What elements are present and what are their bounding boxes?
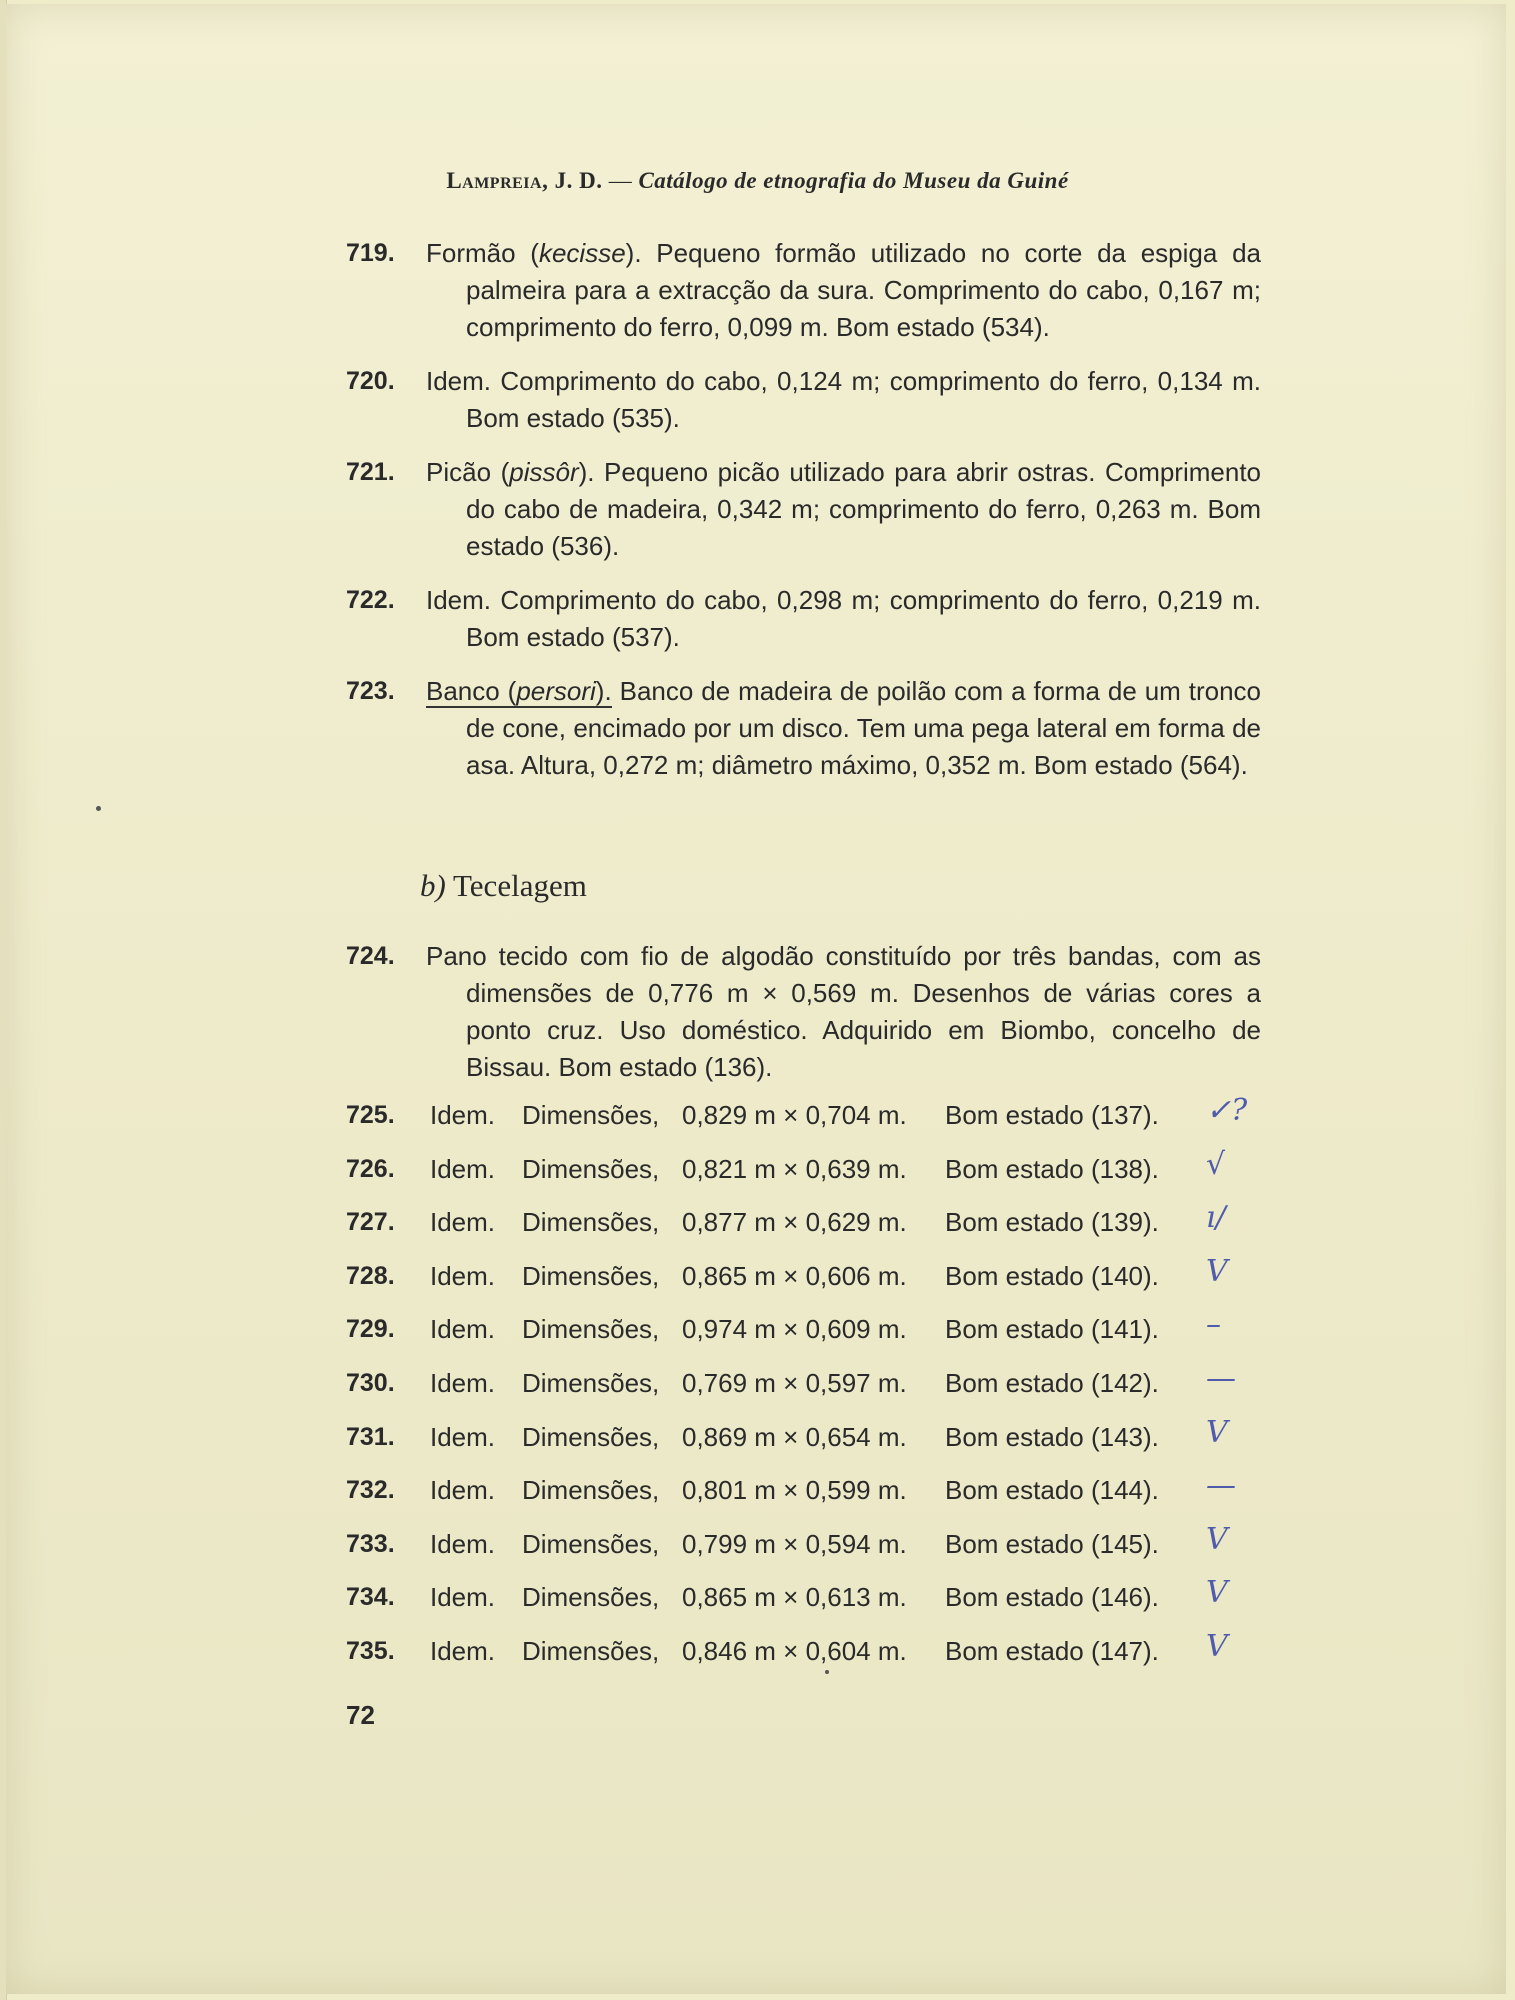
- table-row: [346, 1468, 1276, 1526]
- row-dims: 0,799 m × 0,594 m.: [682, 1528, 907, 1559]
- entry-lead: Formão: [426, 238, 516, 268]
- table-row: [346, 1521, 1276, 1580]
- row-state: Bom estado (137).: [945, 1100, 1159, 1130]
- row-idem: Idem.: [430, 1100, 496, 1130]
- entry-text: Idem. Comprimento do cabo, 0,124 m; comprimento do ferro, 0,134 m. Bom estado (535).: [426, 366, 1261, 433]
- row-label: Dimensões,: [522, 1635, 660, 1666]
- table-row: [346, 1200, 1276, 1258]
- row-label: Dimensões,: [522, 1367, 660, 1398]
- entry-text: Pequeno formão utilizado no corte da espiga da palmeira para a extracção da sura. Comprimento do cabo, 0,167 m; comprimento do ferro, 0,099 m. Bom estado (534).: [466, 238, 1261, 342]
- row-number: 731.: [346, 1422, 395, 1451]
- row-idem: Idem.: [430, 1153, 496, 1184]
- handwritten-check-mark: –: [1206, 1307, 1221, 1343]
- row-idem: Idem.: [430, 1367, 496, 1398]
- row-dims: 0,877 m × 0,629 m.: [682, 1207, 907, 1238]
- row-state: Bom estado (146).: [945, 1582, 1159, 1613]
- section-heading: [420, 868, 587, 904]
- row-state: Bom estado (140).: [945, 1260, 1159, 1291]
- section-title: Tecelagem: [453, 868, 587, 903]
- entry-list-weaving: [346, 938, 1261, 1103]
- handwritten-check-mark: √: [1206, 1146, 1226, 1182]
- entry-number: 719.: [346, 239, 395, 267]
- entry-term: persori: [516, 676, 596, 706]
- catalog-entry: [346, 235, 1261, 346]
- row-state: Bom estado (147).: [945, 1635, 1159, 1666]
- table-row: [346, 1093, 1276, 1151]
- row-state: Bom estado (139).: [945, 1207, 1159, 1238]
- table-row: [346, 1307, 1276, 1365]
- row-label: Dimensões,: [522, 1207, 660, 1238]
- row-state: Bom estado (138).: [945, 1153, 1159, 1184]
- entry-body: [426, 363, 1261, 437]
- handwritten-check-mark: V: [1206, 1521, 1228, 1557]
- entry-number: 721.: [346, 458, 395, 486]
- row-dims: 0,865 m × 0,606 m.: [682, 1260, 907, 1291]
- handwritten-check-mark: V: [1206, 1628, 1228, 1664]
- entry-body: Banco (persori). Banco de madeira de poilão com a forma de um tronco de cone, encimado por um disco. Tem uma pega lateral em forma de asa. Altura, 0,272 m; diâmetro máximo, 0,352 m. Bom estado (564).: [426, 676, 1261, 780]
- entry-body: Formão (kecisse). Pequeno formão utilizado no corte da espiga da palmeira para a extracção da sura. Comprimento do cabo, 0,167 m; comprimento do ferro, 0,099 m. Bom estado (534).: [426, 238, 1261, 342]
- table-row: [346, 1414, 1276, 1473]
- row-number: 735.: [346, 1636, 395, 1665]
- entry-term: kecisse: [538, 238, 626, 268]
- row-idem: Idem.: [430, 1421, 496, 1452]
- entry-number: 724.: [346, 942, 395, 970]
- catalog-entry: [346, 673, 1261, 784]
- row-dims: 0,801 m × 0,599 m.: [682, 1475, 907, 1506]
- row-number: 727.: [346, 1208, 395, 1237]
- entry-lead: Banco: [426, 676, 500, 706]
- handwritten-check-mark: —: [1206, 1468, 1236, 1504]
- header-separator: —: [602, 168, 639, 193]
- entry-text: Banco de madeira de poilão com a forma de um tronco de cone, encimado por um disco. Tem uma pega lateral em forma de asa. Altura, 0,272 m; diâmetro máximo, 0,352 m. Bom estado (564).: [466, 676, 1261, 780]
- row-number: 728.: [346, 1261, 395, 1290]
- row-state: Bom estado (143).: [945, 1421, 1159, 1452]
- table-row: [346, 1146, 1276, 1205]
- row-idem: Idem.: [430, 1635, 496, 1666]
- entry-term: pissôr: [509, 457, 579, 487]
- row-idem: Idem.: [430, 1314, 496, 1345]
- row-idem: Idem.: [430, 1528, 496, 1559]
- catalog-entry: [346, 454, 1261, 565]
- handwritten-check-mark: —: [1206, 1360, 1236, 1396]
- entry-list: [346, 235, 1261, 801]
- row-idem: Idem.: [430, 1207, 496, 1238]
- header-title: Catálogo de etnografia do Museu da Guiné: [638, 168, 1069, 193]
- table-row: [346, 1628, 1276, 1687]
- row-label: Dimensões,: [522, 1421, 660, 1452]
- row-dims: 0,865 m × 0,613 m.: [682, 1582, 907, 1613]
- entry-number: 723.: [346, 677, 395, 705]
- row-dims: 0,821 m × 0,639 m.: [682, 1153, 907, 1184]
- row-dims: 0,769 m × 0,597 m.: [682, 1367, 907, 1398]
- row-state: Bom estado (142).: [945, 1367, 1159, 1398]
- handwritten-check-mark: V: [1206, 1575, 1228, 1611]
- row-state: Bom estado (144).: [945, 1475, 1159, 1506]
- handwritten-check-mark: V: [1206, 1253, 1228, 1289]
- row-label: Dimensões,: [522, 1475, 660, 1506]
- row-state: Bom estado (141).: [945, 1314, 1159, 1345]
- dimension-rows: [346, 1093, 1276, 1687]
- catalog-entry: [346, 582, 1261, 656]
- row-number: 730.: [346, 1368, 395, 1397]
- row-number: 726.: [346, 1154, 395, 1183]
- row-idem: Idem.: [430, 1475, 496, 1506]
- row-label: Dimensões,: [522, 1582, 660, 1613]
- row-dims: 0,829 m × 0,704 m.: [682, 1100, 907, 1130]
- row-number: 734.: [346, 1583, 395, 1612]
- entry-body: Picão (pissôr). Pequeno picão utilizado para abrir ostras. Comprimento do cabo de madeira, 0,342 m; comprimento do ferro, 0,263 m. Bom estado (536).: [426, 457, 1262, 561]
- row-label: Dimensões,: [522, 1100, 660, 1130]
- row-idem: Idem.: [430, 1260, 496, 1291]
- catalog-entry: [346, 363, 1261, 437]
- catalog-entry: [346, 938, 1261, 1086]
- handwritten-check-mark: ı/: [1206, 1200, 1226, 1236]
- row-idem: Idem.: [430, 1582, 496, 1613]
- row-label: Dimensões,: [522, 1528, 660, 1559]
- row-dims: 0,846 m × 0,604 m.: [682, 1635, 907, 1666]
- row-dims: 0,869 m × 0,654 m.: [682, 1421, 907, 1452]
- row-state: Bom estado (145).: [945, 1528, 1159, 1559]
- row-number: 733.: [346, 1529, 395, 1558]
- row-number: 732.: [346, 1476, 395, 1505]
- entry-number: 722.: [346, 586, 395, 614]
- table-row: [346, 1575, 1276, 1633]
- row-number: 729.: [346, 1315, 395, 1344]
- entry-number: 720.: [346, 367, 395, 395]
- page-number: 72: [346, 1700, 375, 1730]
- table-row: [346, 1253, 1276, 1312]
- entry-text: Pequeno picão utilizado para abrir ostras. Comprimento do cabo de madeira, 0,342 m; comprimento do ferro, 0,263 m. Bom estado (536).: [466, 457, 1262, 561]
- row-label: Dimensões,: [522, 1314, 660, 1345]
- handwritten-check-mark: ✓?: [1206, 1093, 1248, 1128]
- entry-lead: Picão: [426, 457, 492, 487]
- ink-speck: [96, 806, 101, 811]
- row-label: Dimensões,: [522, 1153, 660, 1184]
- row-number: 725.: [346, 1101, 395, 1129]
- handwritten-check-mark: V: [1206, 1414, 1228, 1450]
- entry-text: Idem. Comprimento do cabo, 0,298 m; comprimento do ferro, 0,219 m. Bom estado (537).: [426, 585, 1261, 652]
- entry-body: [426, 582, 1261, 656]
- running-header: [0, 168, 1515, 194]
- table-row: [346, 1360, 1276, 1419]
- entry-body: [426, 938, 1261, 1086]
- row-label: Dimensões,: [522, 1260, 660, 1291]
- header-author: Lampreia, J. D.: [446, 168, 603, 193]
- section-letter: b): [420, 868, 446, 903]
- row-dims: 0,974 m × 0,609 m.: [682, 1314, 907, 1345]
- entry-text: Pano tecido com fio de algodão constituído por três bandas, com as dimensões de 0,776 m × 0,569 m. Desenhos de várias cores a ponto cruz. Uso doméstico. Adquirido em Biombo, concelho de Bissau. Bom estado (136).: [426, 941, 1261, 1082]
- ink-speck: [825, 1670, 829, 1674]
